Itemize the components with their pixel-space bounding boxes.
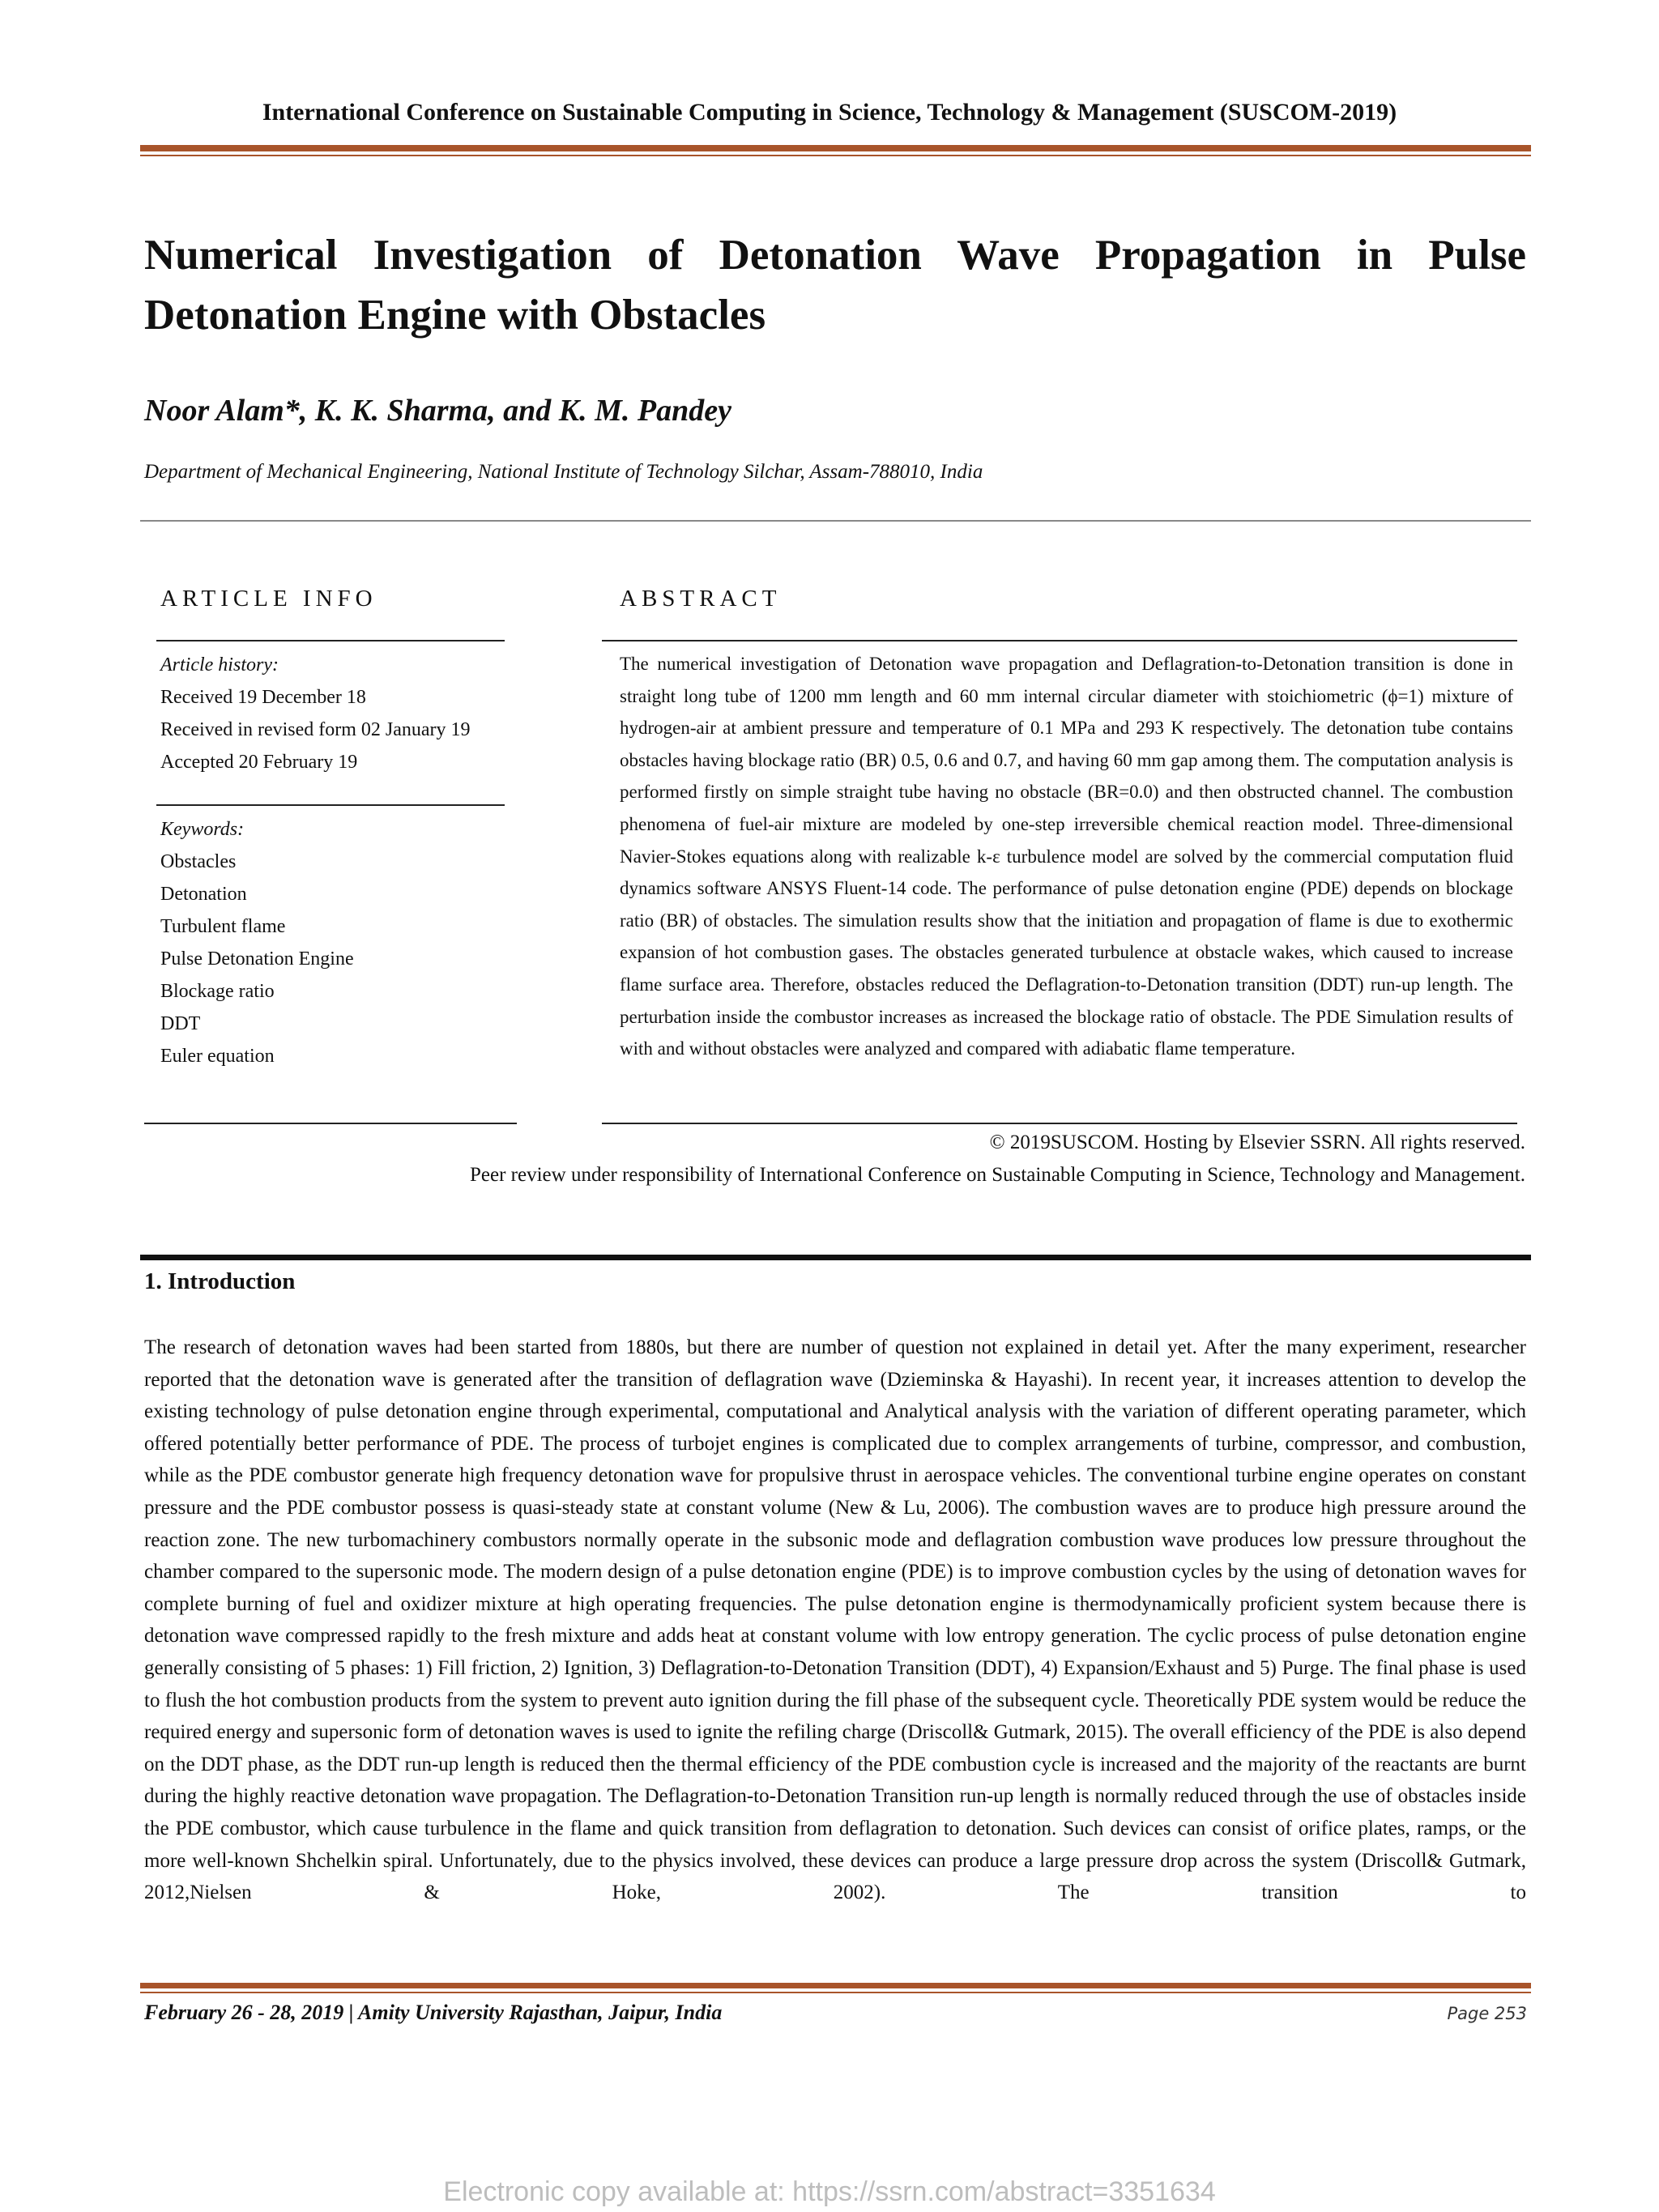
divider [156, 640, 505, 641]
paper-affiliation: Department of Mechanical Engineering, National Institute of Technology Silchar, Assam-788010, India [144, 461, 983, 483]
history-item: Received 19 December 18 [160, 687, 366, 708]
article-info-label: ARTICLE INFO [160, 586, 377, 612]
header-rule [140, 145, 1531, 151]
header-rule-thin [140, 155, 1531, 156]
abstract-text: The numerical investigation of Detonation wave propagation and Deflagration-to-Detonation transition is done in straight long tube of 1200 mm length and 60 mm internal circular diameter with stoichiometric (ϕ=1) mixture of hydrogen-air at ambient pressure and temperature of 0.1 MPa and 293 K respectively. The detonation tube contains obstacles having blockage ratio (BR) 0.5, 0.6 and 0.7, and having 60 mm gap among them. The computation analysis is performed firstly on simple straight tube having no obstacle (BR=0.0) and then obstructed channel. The combustion phenomena of fuel-air mixture are modeled by one-step irreversible chemical reaction model. Three-dimensional Navier-Stokes equations along with realizable k-ε turbulence model are solved by the commercial computation fluid dynamics software ANSYS Fluent-14 code. The performance of pulse detonation engine (PDE) depends on blockage ratio (BR) of obstacles. The simulation results show that the initiation and propagation of flame is due to exothermic expansion of hot combustion gases. The obstacles generated turbulence at obstacle wakes, which caused to increase flame surface area. Therefore, obstacles reduced the Deflagration-to-Detonation transition (DDT) run-up length. The perturbation inside the combustor increases as increased the blockage ratio of obstacle. The PDE Simulation results of with and without obstacles were analyzed and compared with adiabatic flame temperature. [620, 654, 1513, 1059]
introduction-text: The research of detonation waves had been started from 1880s, but there are number of question not explained in detail yet. After the many experiment, researcher reported that the detonation wave is generated after the transition of deflagration wave (Dzieminska & Hayashi). In recent year, it increases attention to develop the existing technology of pulse detonation engine through experimental, computational and Analytical analysis with the variation of different operating parameter, which offered potentially better performance of PDE. The process of turbojet engines is complicated due to complex arrangements of turbine, compressor, and combustion, while as the PDE combustor generate high frequency detonation wave for propulsive thrust in aerospace vehicles. The conventional turbine engine operates on constant pressure and the PDE combustor possess is quasi-steady state at constant volume (New & Lu, 2006). The combustion waves are to produce high pressure around the reaction zone. The new turbomachinery combustors normally operate in the subsonic mode and deflagration combustion wave produces low pressure throughout the chamber compared to the supersonic mode. The modern design of a pulse detonation engine (PDE) is to improve combustion cycles by the using of detonation waves for complete burning of fuel and oxidizer mixture at high operating frequencies. The pulse detonation engine is thermodynamically proficient system because there is detonation wave compressed rapidly to the fresh mixture and adds heat at constant volume with low entropy generation. The cyclic process of pulse detonation engine generally consisting of 5 phases: 1) Fill friction, 2) Ignition, 3) Deflagration-to-Detonation Transition (DDT), 4) Expansion/Exhaust and 5) Purge. The final phase is used to flush the hot combustion products from the system to prevent auto ignition during the fill phase of the subsequent cycle. Theoretically PDE system would be reduce the required energy and supersonic form of detonation waves is used to ignite the refiling charge (Driscoll& Gutmark, 2015). The overall efficiency of the PDE is also depend on the DDT phase, as the DDT run-up length is reduced then the thermal efficiency of the PDE combustion cycle is increased and the majority of the reactants are burnt during the highly reactive detonation wave propagation. The Deflagration-to-Detonation Transition run-up length is normally reduced through the use of obstacles inside the PDE combustor, which cause turbulence in the flame and quick transition from deflagration to detonation. Such devices can consist of orifice plates, ramps, or the more well-known Shchelkin spiral. Unfortunately, due to the physics involved, these devices can produce a large pressure drop across the system (Driscoll& Gutmark, 2012,Nielsen & Hoke, 2002). The transition to [144, 1336, 1527, 1904]
keyword-item: Pulse Detonation Engine [160, 948, 354, 970]
ssrn-watermark: Electronic copy available at: https://ssrn.com/abstract=3351634 [443, 2176, 1216, 2207]
divider [144, 1123, 517, 1124]
divider [602, 640, 1517, 641]
footer-rule [140, 1983, 1531, 1988]
keywords [160, 813, 354, 1072]
keyword-item: Detonation [160, 884, 247, 905]
keyword-item: Euler equation [160, 1046, 275, 1067]
footer-conference-info: February 26 - 28, 2019 | Amity University Rajasthan, Jaipur, India [144, 2001, 723, 2024]
article-history [160, 649, 471, 778]
footer-rule-thin [140, 1992, 1531, 1993]
history-item: Accepted 20 February 19 [160, 752, 358, 773]
divider [156, 804, 505, 806]
keyword-item: Blockage ratio [160, 981, 275, 1002]
peer-review-notice: Peer review under responsibility of International Conference on Sustainable Computing in Science, Technology and Management. [470, 1164, 1525, 1186]
section-rule [140, 1255, 1531, 1260]
paper-authors: Noor Alam*, K. K. Sharma, and K. M. Pandey [144, 394, 731, 428]
abstract-label: ABSTRACT [620, 586, 782, 612]
history-item: Received in revised form 02 January 19 [160, 719, 471, 740]
conference-header: International Conference on Sustainable Computing in Science, Technology & Management (SUSCOM-2019) [262, 99, 1397, 126]
divider [140, 520, 1531, 522]
keyword-item: DDT [160, 1013, 201, 1034]
history-label: Article history: [160, 654, 279, 676]
copyright-notice: © 2019SUSCOM. Hosting by Elsevier SSRN. All rights reserved. [989, 1132, 1525, 1153]
page-number: Page 253 [1447, 2004, 1527, 2023]
keyword-item: Obstacles [160, 851, 237, 872]
keywords-label: Keywords: [160, 819, 245, 840]
keyword-item: Turbulent flame [160, 916, 286, 937]
paper-title: Numerical Investigation of Detonation Wave Propagation in Pulse Detonation Engine with Obstacles [144, 232, 1526, 339]
introduction-heading: 1. Introduction [144, 1268, 296, 1294]
divider [602, 1123, 1517, 1124]
